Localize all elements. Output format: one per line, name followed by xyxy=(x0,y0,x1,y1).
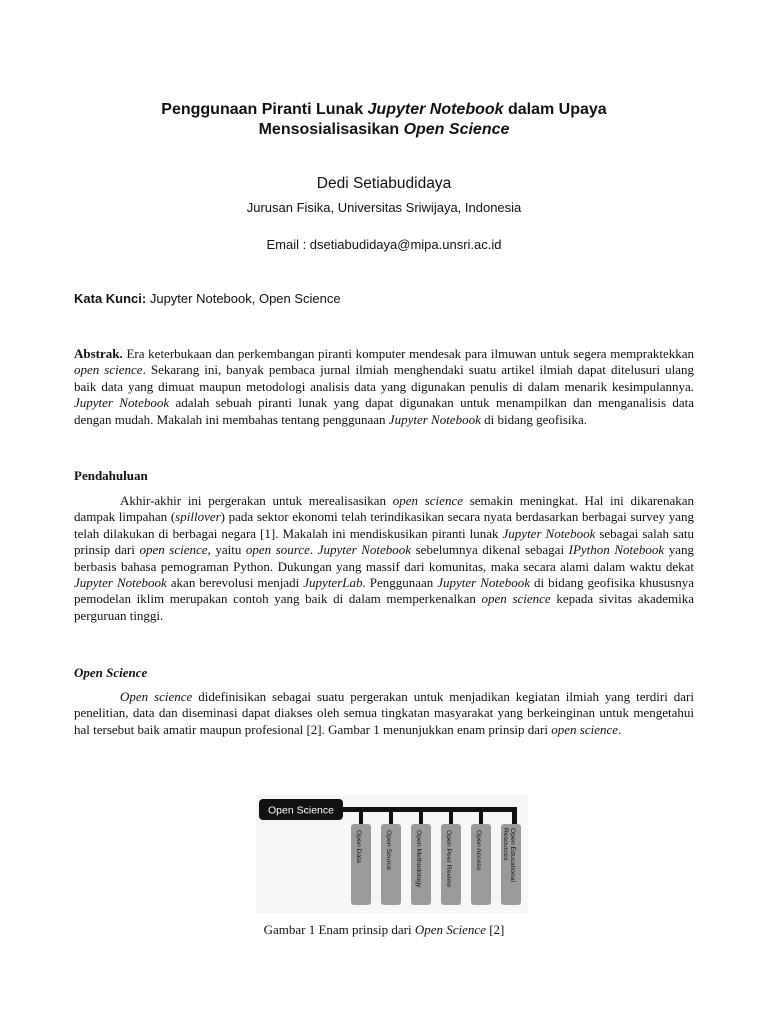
principle-label: Open Source xyxy=(385,830,392,871)
section-heading-open-science: Open Science xyxy=(74,665,148,680)
open-science-paragraph: Open science didefinisikan sebagai suatu pergerakan untuk menjadikan kegiatan ilmiah yang terdiri dari penelitian, data dan diseminasi dapat diakses oleh semua tingkatan masyarakat yang berkeinginan untuk mengetahui hal tersebut baik amatir maupun profesional [2]. Gambar 1 menunjukkan enam prinsip dari open science. xyxy=(74,689,694,737)
author-name: Dedi Setiabudidaya xyxy=(316,175,452,192)
open-science-root-label: Open Science xyxy=(268,804,334,817)
principle-label: Open Access xyxy=(475,830,482,871)
section-heading-pendahuluan: Pendahuluan xyxy=(74,468,148,483)
stem xyxy=(359,811,363,825)
principle-open-source xyxy=(381,811,401,905)
figure-caption: Gambar 1 Enam prinsip dari Open Science [2] xyxy=(263,922,505,937)
principle-label: Open Methodology xyxy=(415,830,422,888)
connector-bar xyxy=(340,807,516,812)
author-email: Email : dsetiabudidaya@mipa.unsri.ac.id xyxy=(266,237,502,252)
stem xyxy=(419,811,423,825)
principle-open-educational-resources xyxy=(501,824,521,905)
open-science-diagram xyxy=(256,795,528,913)
principle-label-line2: Resources xyxy=(502,828,509,861)
principle-open-access xyxy=(471,811,491,905)
keywords: Kata Kunci: Jupyter Notebook, Open Science xyxy=(74,291,341,306)
intro-paragraph: Akhir-akhir ini pergerakan untuk merealisasikan open science semakin meningkat. Hal ini dikarenakan dampak limpahan (spillover) pada sektor ekonomi telah terindikasikan secara nyata berdasarkan berbagai survey yang telah dilakukan di berbagai negara [1]. Makalah ini mendiskusikan piranti lunak Jupyter Notebook sebagai salah satu prinsip dari open science, yaitu open source. Jupyter Notebook sebelumnya dikenal sebagai IPython Notebook yang berbasis bahasa pemograman Python. Dukungan yang massif dari komunitas, maka secara alami dalam waktu dekat Jupyter Notebook akan berevolusi menjadi JupyterLab. Penggunaan Jupyter Notebook di bidang geofisika khususnya pemodelan iklim merupakan contoh yang baik di dalam memperkenalkan open science kepada sivitas akademika perguruan tinggi. xyxy=(74,493,695,623)
principle-open-data xyxy=(351,811,371,905)
principle-label: Open Data xyxy=(355,830,362,863)
principle-label: Open Educational xyxy=(509,828,516,883)
stem xyxy=(449,811,453,825)
author-affiliation: Jurusan Fisika, Universitas Sriwijaya, Indonesia xyxy=(246,200,522,215)
principle-open-methodology xyxy=(411,811,431,905)
stem xyxy=(479,811,483,825)
principle-label: Open Peer Review xyxy=(445,830,452,888)
abstract-paragraph: Abstrak. Era keterbukaan dan perkembangan piranti komputer mendesak para ilmuwan untuk segera mempraktekkan open science. Sekarang ini, banyak pembaca jurnal ilmiah menghendaki suatu artikel ilmiah dapat ditelusuri ulang baik data yang dimuat maupun metodologi analisis data yang digunakan penulis di dalam menarik kesimpulannya. Jupyter Notebook adalah sebuah piranti lunak yang dapat digunakan untuk menampilkan dan menganalisis data dengan mudah. Makalah ini membahas tentang penggunaan Jupyter Notebook di bidang geofisika. xyxy=(74,346,694,427)
principle-open-peer-review xyxy=(441,811,461,905)
paper-title: Penggunaan Piranti Lunak Jupyter Notebook dalam Upaya Mensosialisasikan Open Science xyxy=(161,101,607,138)
stem xyxy=(389,811,393,825)
